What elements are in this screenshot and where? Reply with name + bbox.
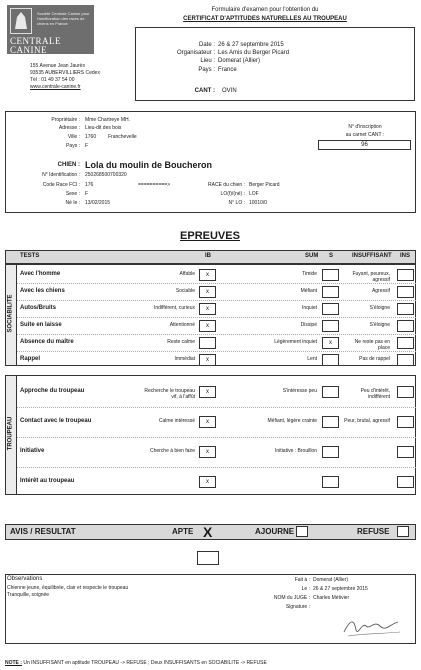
owner-address-label: Adresse : xyxy=(58,125,80,131)
row-ins-text: Peu d'intérêt, indifférent xyxy=(360,388,390,400)
dog-lo: 10010/0 xyxy=(249,200,268,206)
sum-checkbox[interactable] xyxy=(322,476,339,488)
org-address-line2: 93535 AUBERVILLIERS Cedex xyxy=(30,70,100,76)
observations-label: Observations xyxy=(7,576,43,582)
event-date-label: Date : xyxy=(198,42,215,48)
row-ib-text: Affable xyxy=(179,271,195,277)
event-place: Domerat (Allier) xyxy=(218,58,261,64)
sum-checkbox[interactable] xyxy=(322,286,339,298)
result-extra-box[interactable] xyxy=(197,551,219,565)
row-ib-text: Calme intéressé xyxy=(158,418,195,424)
header-s: S xyxy=(328,253,333,259)
sum-checkbox[interactable] xyxy=(322,269,339,281)
row-divider xyxy=(17,407,416,408)
row-ins-text: Agressif xyxy=(371,288,390,294)
ins-checkbox[interactable] xyxy=(397,476,414,488)
dog-type-label: LO(f)/(né) : xyxy=(220,191,245,197)
owner-country: F xyxy=(85,143,89,149)
row-divider xyxy=(17,300,416,301)
result-refuse-box[interactable] xyxy=(397,526,409,537)
sum-checkbox[interactable] xyxy=(322,416,339,428)
observations-line2: Tranquille, soignée xyxy=(7,592,50,598)
dog-name-label: CHIEN : xyxy=(57,162,80,168)
row-sum-text: Inquiet xyxy=(301,305,317,311)
ib-checkbox[interactable]: x xyxy=(199,269,216,281)
event-date: 26 & 27 septembre 2015 xyxy=(218,42,284,48)
event-country: France xyxy=(218,67,237,73)
row-test-label: Approche du troupeau xyxy=(20,388,85,394)
ins-checkbox[interactable] xyxy=(397,354,414,366)
ins-checkbox[interactable] xyxy=(397,286,414,298)
dog-id-label: N° Identification : xyxy=(42,172,80,178)
logo-line2: CANINE xyxy=(10,45,47,55)
ins-checkbox[interactable] xyxy=(397,386,414,398)
judge-signature xyxy=(340,612,405,640)
row-ins-text: S'éloigne xyxy=(369,305,390,311)
sum-checkbox[interactable] xyxy=(322,354,339,366)
dog-name: Lola du moulin de Boucheron xyxy=(85,160,212,170)
ib-checkbox[interactable]: x xyxy=(199,354,216,366)
row-sum-text: Légèrement inquiet xyxy=(274,339,317,345)
ins-checkbox[interactable] xyxy=(397,416,414,428)
note-text: Un INSUFFISANT en aptitude TROUPEAU -> REFUSE ; Deux INSUFFISANTS en SOCIABILITE -> REFUSE xyxy=(23,660,267,666)
logo xyxy=(7,5,94,54)
row-ins-text: Ne reste pas en place xyxy=(354,339,390,351)
footer-date: 26 & 27 septembre 2015 xyxy=(313,586,368,592)
ins-checkbox[interactable] xyxy=(397,446,414,458)
row-ins-text: S'éloigne xyxy=(369,322,390,328)
logo-line1: CENTRALE xyxy=(10,36,61,46)
sum-checkbox[interactable] xyxy=(322,320,339,332)
registration-label-1: N° d'inscription xyxy=(348,124,382,130)
row-ib-text: Immédiat xyxy=(174,356,195,362)
ib-checkbox[interactable]: x xyxy=(199,416,216,428)
result-ajourne: AJOURNE xyxy=(255,527,295,536)
org-address-line1: 155 Avenue Jean Jaurès xyxy=(30,63,85,69)
result-refuse: REFUSE xyxy=(357,527,390,536)
ib-checkbox[interactable] xyxy=(199,337,216,349)
row-sum-text: Timide xyxy=(302,271,317,277)
owner-city-label: Ville : xyxy=(67,134,80,140)
row-ib-text: Sociable xyxy=(175,288,195,294)
row-sum-text: Méfiant xyxy=(300,288,317,294)
ins-checkbox[interactable] xyxy=(397,320,414,332)
footer-made-at: Domerat (Allier) xyxy=(313,577,349,583)
ib-checkbox[interactable]: x xyxy=(199,446,216,458)
row-sum-text: S'intéresse peu xyxy=(282,388,317,394)
result-apte: APTE xyxy=(172,527,194,536)
row-divider xyxy=(17,283,416,284)
ins-checkbox[interactable] xyxy=(397,303,414,315)
event-cant-label: CANT : xyxy=(194,88,215,94)
sum-checkbox[interactable] xyxy=(322,303,339,315)
form-title-line2: CERTIFICAT D'APTITUDES NATURELLES AU TROUPEAU xyxy=(183,16,347,22)
ib-checkbox[interactable]: x xyxy=(199,286,216,298)
sum-checkbox[interactable]: x xyxy=(322,337,339,349)
observations-line1: Chienne jeune, équilibrée, clair et respecte le troupeau xyxy=(7,585,129,591)
row-ins-text: Pas de rappel xyxy=(359,356,390,362)
row-divider xyxy=(17,351,416,352)
row-ins-text: Peur, brutal, agressif xyxy=(344,418,390,424)
footer-judge-label: NOM du JUGE : xyxy=(273,595,310,601)
ib-checkbox[interactable]: x xyxy=(199,386,216,398)
troupeau-label: TROUPEAU xyxy=(7,416,14,451)
row-test-label: Absence du maître xyxy=(20,339,74,345)
dog-born-label: Né le : xyxy=(65,200,80,206)
ins-checkbox[interactable] xyxy=(397,337,414,349)
header-sum: SUM xyxy=(305,253,319,259)
dog-breed: Berger Picard xyxy=(249,182,280,188)
row-ib-text: Recherche le troupeau vif, à l'affût xyxy=(144,388,195,400)
result-label: AVIS / RESULTAT xyxy=(10,527,76,536)
row-test-label: Initiative xyxy=(20,448,45,454)
event-country-label: Pays : xyxy=(198,67,215,73)
row-test-label: Intérêt au troupeau xyxy=(20,478,75,484)
header-tests: TESTS xyxy=(20,253,40,259)
note xyxy=(5,660,267,666)
org-address-line3: Tél : 01 49 37 54 00 xyxy=(30,77,75,83)
dog-type: LOF xyxy=(249,191,259,197)
row-sum-text: Lent xyxy=(307,356,317,362)
dog-head-icon xyxy=(11,9,31,33)
row-sum-text: Méfiant, légère crainte xyxy=(267,418,317,424)
event-organizer: Les Amis du Berger Picard xyxy=(218,50,290,56)
row-ib-text: Cherche à bien faire xyxy=(149,448,195,454)
header-ins: INS xyxy=(399,253,410,259)
dog-sex-label: Sexe : xyxy=(65,191,80,197)
footer-signature-label: Signature : xyxy=(285,604,310,610)
row-sum-text: Dissipé xyxy=(300,322,317,328)
ins-checkbox[interactable] xyxy=(397,269,414,281)
event-place-label: Lieu : xyxy=(200,58,215,64)
footer-made-at-label: Fait à : xyxy=(294,577,310,583)
dog-fci-label: Code Race FCI : xyxy=(42,182,80,188)
row-ib-text: Attentionné xyxy=(169,322,195,328)
dog-born: 13/02/2015 xyxy=(85,200,111,206)
row-divider xyxy=(17,334,416,335)
dog-id: 250268500700320 xyxy=(85,172,127,178)
row-test-label: Contact avec le troupeau xyxy=(20,418,92,424)
dog-breed-label: RACE du chien : xyxy=(208,182,245,188)
header-insuffisant: INSUFFISANT xyxy=(352,253,392,259)
row-divider xyxy=(17,437,416,438)
sociabilite-label: SOCIABILITE xyxy=(7,294,14,333)
row-ins-text: Fuyant, peureux, agressif xyxy=(352,271,390,283)
form-title-line1: Formulaire d'examen pour l'obtention du xyxy=(211,7,319,13)
row-test-label: Avec les chiens xyxy=(20,288,65,294)
result-apte-mark[interactable]: X xyxy=(203,524,213,540)
logo-tagline: Société Centrale Canine pour l'amélioration des races de chiens en France xyxy=(37,11,90,26)
row-test-label: Avec l'homme xyxy=(20,271,61,277)
dog-lo-label: N° LO : xyxy=(228,200,245,206)
row-divider xyxy=(17,467,416,468)
sum-checkbox[interactable] xyxy=(322,386,339,398)
owner-city: Franchevelle xyxy=(108,134,137,140)
row-divider xyxy=(17,317,416,318)
owner-address: Lieu-dit des bois xyxy=(85,125,122,131)
footer-judge: Charles Métivier xyxy=(313,595,350,601)
table-row xyxy=(17,437,416,467)
row-ib-text: Reste calme xyxy=(167,339,195,345)
epreuves-title: EPREUVES xyxy=(180,230,240,242)
row-test-label: Autos/Bruits xyxy=(20,305,56,311)
result-ajourne-box[interactable] xyxy=(296,526,308,537)
row-test-label: Rappel xyxy=(20,356,41,362)
owner-postcode: 1760 xyxy=(85,134,97,140)
header-ib: IB xyxy=(205,253,211,259)
ib-checkbox[interactable]: x xyxy=(199,320,216,332)
ib-checkbox[interactable]: x xyxy=(199,476,216,488)
registration-number-field[interactable]: 96 xyxy=(318,140,411,150)
row-test-label: Suite en laisse xyxy=(20,322,62,328)
row-ib-text: Indifférent, curieux xyxy=(153,305,195,311)
event-cant: OVIN xyxy=(222,88,237,94)
owner-country-label: Pays : xyxy=(66,143,80,149)
footer-date-label: Le : xyxy=(301,586,310,592)
dog-sex: F xyxy=(85,191,89,197)
arrow-text: ==========> xyxy=(138,182,171,188)
owner-value: Mme Chartreye MH. xyxy=(85,117,131,123)
logo-emblem xyxy=(10,8,32,34)
org-website-link[interactable]: www.centrale-canine.fr xyxy=(30,84,81,90)
owner-label: Propriétaire : xyxy=(51,117,80,123)
table-row xyxy=(17,467,416,497)
dog-fci: 176 xyxy=(85,182,94,188)
note-label: NOTE : xyxy=(5,660,22,666)
registration-label-2: au carnet CANT : xyxy=(345,132,385,138)
sum-checkbox[interactable] xyxy=(322,446,339,458)
row-sum-text: Initiative : Brouillon xyxy=(275,448,317,454)
event-organizer-label: Organisateur : xyxy=(176,50,215,56)
ib-checkbox[interactable]: x xyxy=(199,303,216,315)
